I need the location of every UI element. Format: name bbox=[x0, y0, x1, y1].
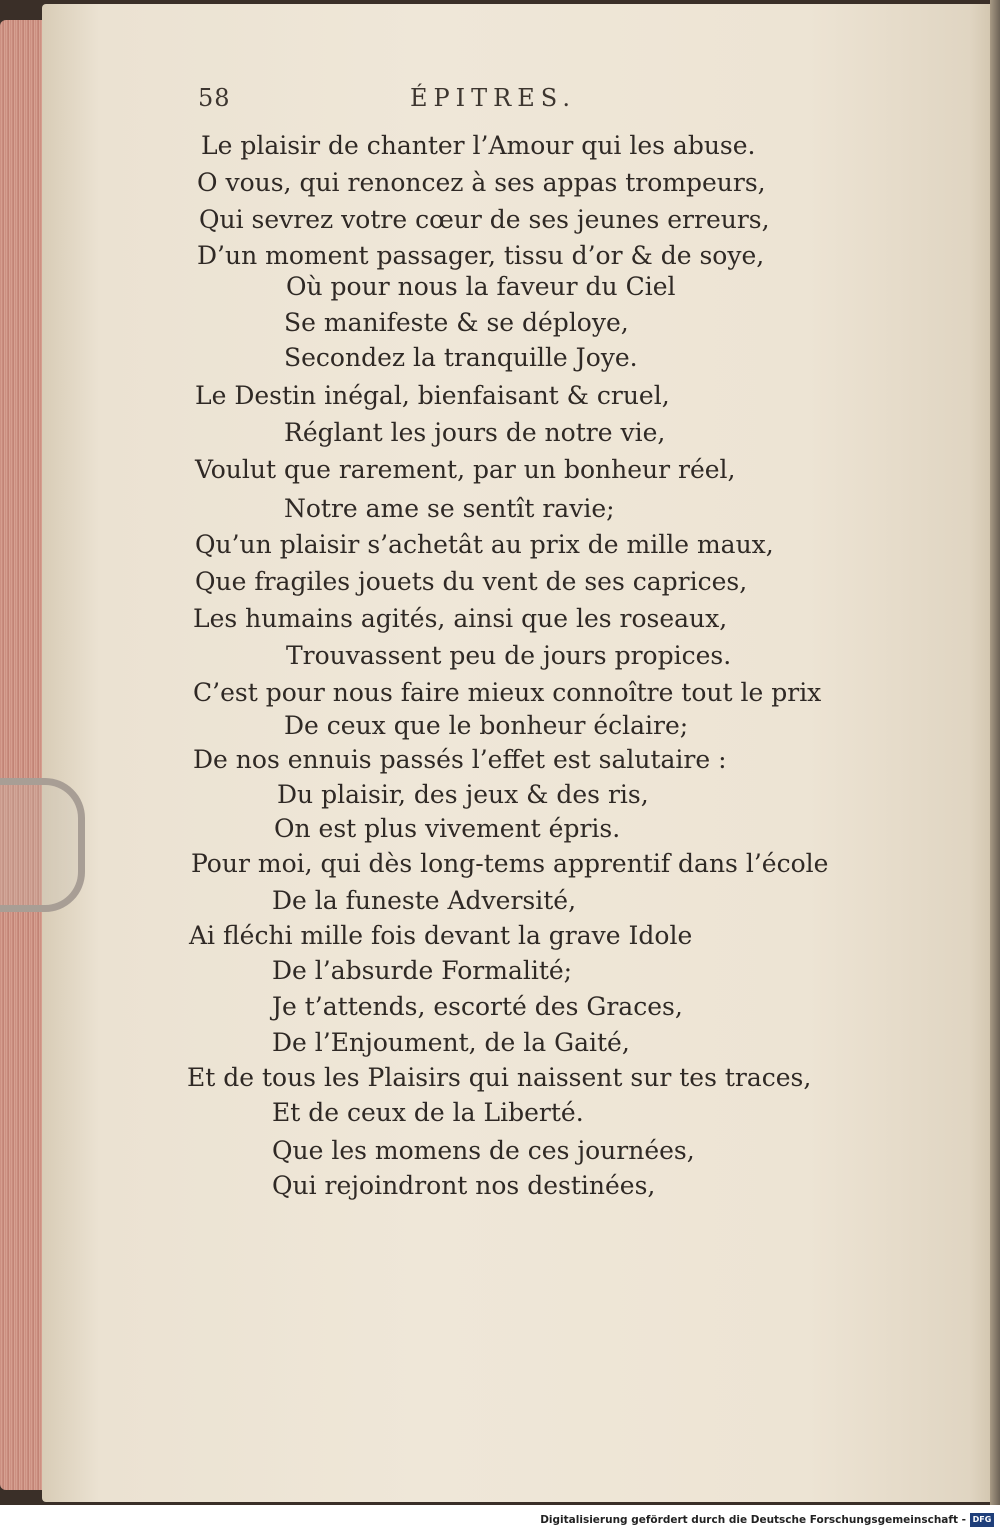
verse-line: Je t’attends, escorté des Graces, bbox=[272, 992, 683, 1021]
dfg-logo-icon: DFG bbox=[970, 1513, 994, 1527]
verse-line: Voulut que rarement, par un bonheur réel, bbox=[195, 455, 736, 484]
verse-line: Ai fléchi mille fois devant la grave Idole bbox=[189, 921, 693, 950]
verse-line: Le plaisir de chanter l’Amour qui les abuse. bbox=[201, 131, 756, 160]
verse-line: Réglant les jours de notre vie, bbox=[284, 418, 666, 447]
verse-line: Les humains agités, ainsi que les roseaux, bbox=[193, 604, 728, 633]
verse-line: De l’Enjoument, de la Gaité, bbox=[272, 1028, 630, 1057]
verse-line: De l’absurde Formalité; bbox=[272, 956, 573, 985]
funding-credit: Digitalisierung gefördert durch die Deutsche Forschungsgemeinschaft - bbox=[540, 1514, 966, 1526]
verse-line: Du plaisir, des jeux & des ris, bbox=[277, 780, 649, 809]
page-number: 58 bbox=[198, 84, 231, 112]
verse-line: Se manifeste & se déploye, bbox=[284, 308, 629, 337]
verse-line: Que fragiles jouets du vent de ses caprices, bbox=[195, 567, 748, 596]
verse-line: Pour moi, qui dès long-tems apprentif dans l’école bbox=[191, 849, 829, 878]
verse-line: Qui sevrez votre cœur de ses jeunes erreurs, bbox=[199, 205, 770, 234]
verse-line: D’un moment passager, tissu d’or & de soye, bbox=[197, 241, 765, 270]
verse-line: De nos ennuis passés l’effet est salutaire : bbox=[193, 745, 727, 774]
verse-line: On est plus vivement épris. bbox=[274, 814, 621, 843]
running-title: ÉPITRES. bbox=[410, 84, 576, 112]
verse-line: Trouvassent peu de jours propices. bbox=[286, 641, 732, 670]
verse-line: Et de ceux de la Liberté. bbox=[272, 1098, 584, 1127]
verse-line: De ceux que le bonheur éclaire; bbox=[284, 711, 689, 740]
verse-line: Où pour nous la faveur du Ciel bbox=[286, 272, 676, 301]
verse-line: Qui rejoindront nos destinées, bbox=[272, 1171, 656, 1200]
verse-line: Et de tous les Plaisirs qui naissent sur tes traces, bbox=[187, 1063, 812, 1092]
verse-line: De la funeste Adversité, bbox=[272, 886, 577, 915]
verse-line: C’est pour nous faire mieux connoître tout le prix bbox=[193, 678, 822, 707]
verse-line: Qu’un plaisir s’achetât au prix de mille maux, bbox=[195, 530, 774, 559]
page-clip bbox=[0, 778, 85, 912]
verse-line: Secondez la tranquille Joye. bbox=[284, 343, 638, 372]
footer-bar bbox=[0, 1505, 1000, 1535]
verse-line: Que les momens de ces journées, bbox=[272, 1136, 695, 1165]
page-header bbox=[190, 78, 640, 118]
verse-line: O vous, qui renoncez à ses appas trompeurs, bbox=[197, 168, 766, 197]
verse-line: Notre ame se sentît ravie; bbox=[284, 494, 615, 523]
right-page-edge bbox=[990, 0, 1000, 1505]
verse-line: Le Destin inégal, bienfaisant & cruel, bbox=[195, 381, 670, 410]
